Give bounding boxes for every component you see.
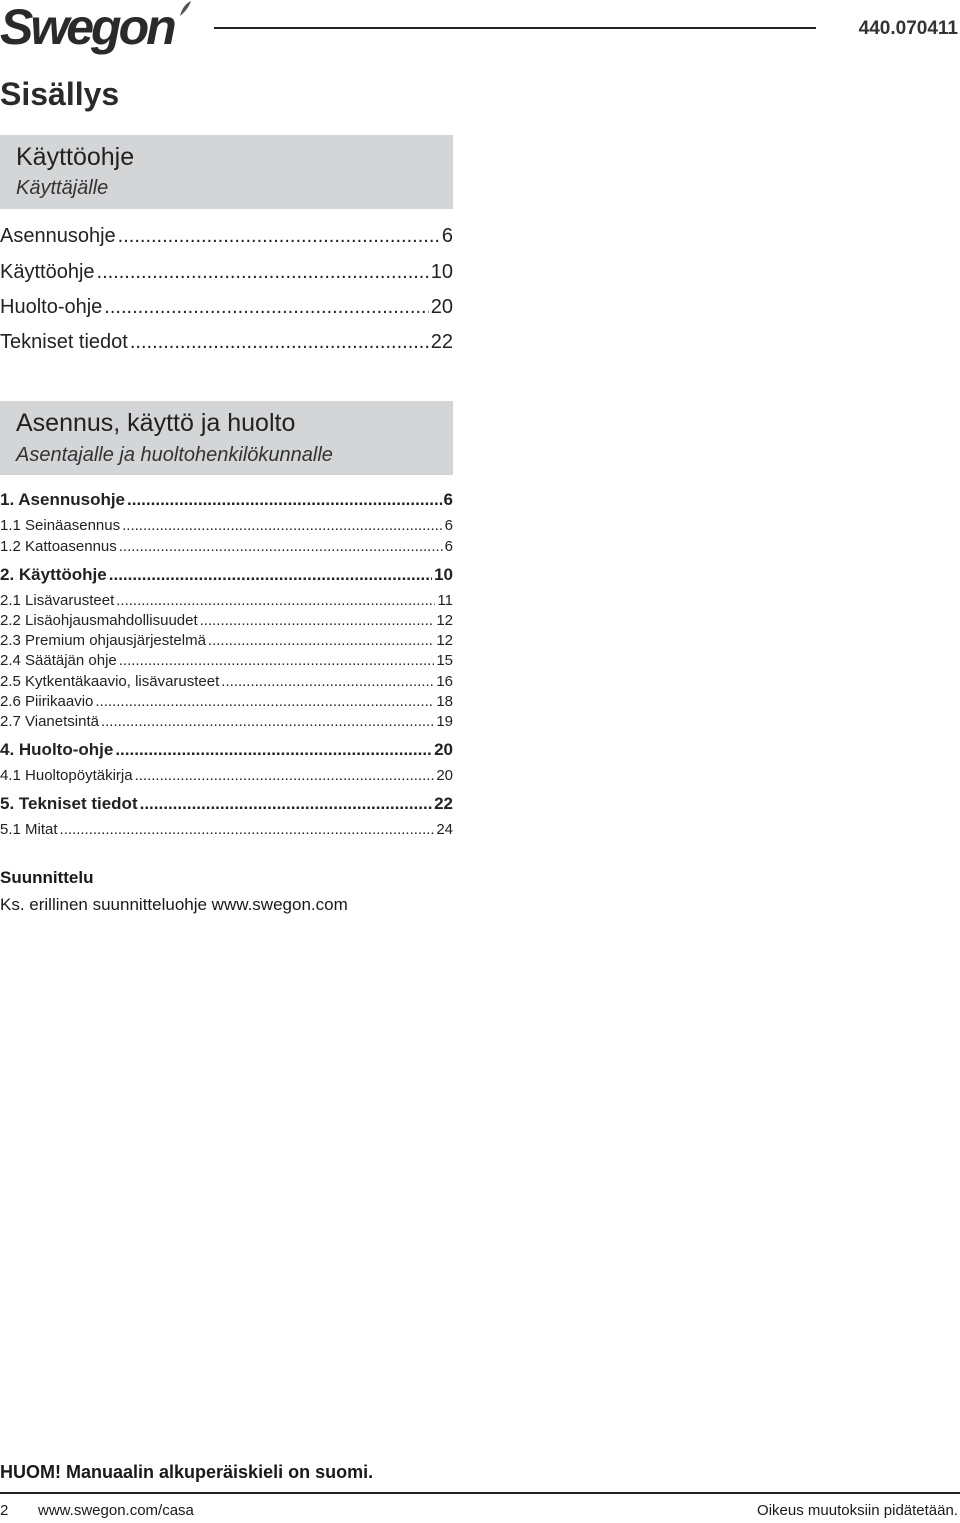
toc-dot-leader bbox=[221, 673, 434, 690]
header-rule bbox=[214, 27, 816, 29]
toc-entry-title: 2. Käyttöohje bbox=[0, 565, 107, 584]
toc-entry-page: 11 bbox=[437, 592, 453, 609]
toc-dot-leader bbox=[208, 632, 434, 649]
language-note: HUOM! Manuaalin alkuperäiskieli on suomi. bbox=[0, 1462, 374, 1482]
toc-entry[interactable] bbox=[0, 517, 453, 534]
toc-entry[interactable] bbox=[0, 490, 453, 510]
toc-entry-title: Tekniset tiedot bbox=[0, 331, 128, 353]
toc-entry-page: 12 bbox=[436, 612, 453, 629]
toc-entry-title: Käyttöohje bbox=[0, 261, 95, 283]
toc-entry[interactable] bbox=[0, 794, 453, 814]
section-box-title: Asennus, käyttö ja huolto bbox=[16, 409, 296, 437]
toc-entry-page: 20 bbox=[430, 296, 453, 318]
toc-entry-title: 2.5 Kytkentäkaavio, lisävarusteet bbox=[0, 673, 220, 690]
toc-entry-title: 2.4 Säätäjän ohje bbox=[0, 652, 117, 669]
toc-entry[interactable] bbox=[0, 565, 453, 585]
footer-url-link[interactable]: www.swegon.com/casa bbox=[38, 1502, 194, 1519]
toc-dot-leader bbox=[135, 767, 435, 784]
toc-entry[interactable] bbox=[0, 225, 453, 248]
toc-entry-title: 4. Huolto-ohje bbox=[0, 740, 114, 759]
toc-dot-leader bbox=[127, 490, 442, 510]
toc-dot-leader bbox=[116, 592, 435, 609]
section-box-title: Käyttöohje bbox=[16, 143, 135, 171]
footer-page-number: 2 bbox=[0, 1502, 9, 1519]
toc-entry-page: 6 bbox=[444, 538, 453, 555]
toc-entry[interactable] bbox=[0, 296, 453, 319]
toc-entry-page: 22 bbox=[434, 794, 453, 813]
toc-dot-leader bbox=[119, 652, 435, 669]
toc-entry-title: 2.7 Vianetsintä bbox=[0, 713, 99, 730]
section-box-installer bbox=[0, 401, 453, 475]
toc-entry[interactable] bbox=[0, 592, 453, 609]
toc-entry-title: 2.3 Premium ohjausjärjestelmä bbox=[0, 632, 206, 649]
toc-entry[interactable] bbox=[0, 693, 453, 710]
section-box-subtitle: Asentajalle ja huoltohenkilökunnalle bbox=[16, 444, 333, 466]
toc-dot-leader bbox=[109, 565, 432, 585]
toc-dot-leader bbox=[60, 821, 435, 838]
toc-entry-title: Huolto-ohje bbox=[0, 296, 103, 318]
section-box-user bbox=[0, 135, 453, 209]
page-title: Sisällys bbox=[0, 76, 120, 112]
toc-dot-leader bbox=[104, 296, 428, 319]
logo-leaf-icon bbox=[178, 0, 192, 18]
toc-entry-title: 5. Tekniset tiedot bbox=[0, 794, 138, 813]
toc-entry[interactable] bbox=[0, 740, 453, 760]
planning-text: Ks. erillinen suunnitteluohje www.swegon.com bbox=[0, 895, 348, 914]
toc-dot-leader bbox=[200, 612, 435, 629]
toc-entry-title: 4.1 Huoltopöytäkirja bbox=[0, 767, 133, 784]
toc-entry-title: 2.2 Lisäohjausmahdollisuudet bbox=[0, 612, 198, 629]
toc-entry-page: 6 bbox=[443, 490, 453, 509]
toc-entry-page: 10 bbox=[434, 565, 453, 584]
toc-entry[interactable] bbox=[0, 261, 453, 284]
toc-entry-page: 6 bbox=[441, 225, 453, 247]
planning-heading: Suunnittelu bbox=[0, 868, 94, 887]
footer-rule bbox=[0, 1492, 960, 1494]
swegon-logo: Swegon bbox=[0, 0, 174, 55]
toc-entry-title: 2.6 Piirikaavio bbox=[0, 693, 94, 710]
toc-entry[interactable] bbox=[0, 632, 453, 649]
toc-dot-leader bbox=[122, 517, 443, 534]
toc-entry-title: 1.2 Kattoasennus bbox=[0, 538, 117, 555]
toc-entry-page: 16 bbox=[436, 673, 453, 690]
toc-dot-leader bbox=[95, 693, 434, 710]
footer-rights-notice: Oikeus muutoksiin pidätetään. bbox=[757, 1502, 958, 1519]
toc-entry-page: 20 bbox=[434, 740, 453, 759]
toc-dot-leader bbox=[115, 740, 432, 760]
toc-entry-title: 1.1 Seinäasennus bbox=[0, 517, 121, 534]
toc-entry-page: 6 bbox=[444, 517, 453, 534]
toc-entry-page: 24 bbox=[436, 821, 453, 838]
toc-entry-title: 1. Asennusohje bbox=[0, 490, 126, 509]
toc-entry-page: 15 bbox=[436, 652, 453, 669]
toc-entry[interactable] bbox=[0, 713, 453, 730]
toc-entry[interactable] bbox=[0, 673, 453, 690]
toc-dot-leader bbox=[118, 225, 440, 248]
toc-entry[interactable] bbox=[0, 652, 453, 669]
toc-dot-leader bbox=[130, 331, 429, 354]
toc-entry-page: 12 bbox=[436, 632, 453, 649]
toc-dot-leader bbox=[119, 538, 443, 555]
toc-dot-leader bbox=[101, 713, 434, 730]
section-box-subtitle: Käyttäjälle bbox=[16, 177, 109, 199]
toc-entry-title: Asennusohje bbox=[0, 225, 116, 247]
toc-entry-page: 19 bbox=[436, 713, 453, 730]
toc-entry[interactable] bbox=[0, 538, 453, 555]
toc-entry[interactable] bbox=[0, 821, 453, 838]
document-number: 440.070411 bbox=[858, 18, 958, 39]
toc-entry[interactable] bbox=[0, 767, 453, 784]
toc-entry[interactable] bbox=[0, 612, 453, 629]
toc-entry-page: 18 bbox=[436, 693, 453, 710]
toc-entry-page: 22 bbox=[430, 331, 453, 353]
toc-entry-title: 2.1 Lisävarusteet bbox=[0, 592, 115, 609]
toc-entry-page: 10 bbox=[430, 261, 453, 283]
toc-entry-title: 5.1 Mitat bbox=[0, 821, 58, 838]
toc-dot-leader bbox=[97, 261, 429, 284]
toc-entry-page: 20 bbox=[436, 767, 453, 784]
toc-entry[interactable] bbox=[0, 331, 453, 354]
toc-dot-leader bbox=[140, 794, 432, 814]
